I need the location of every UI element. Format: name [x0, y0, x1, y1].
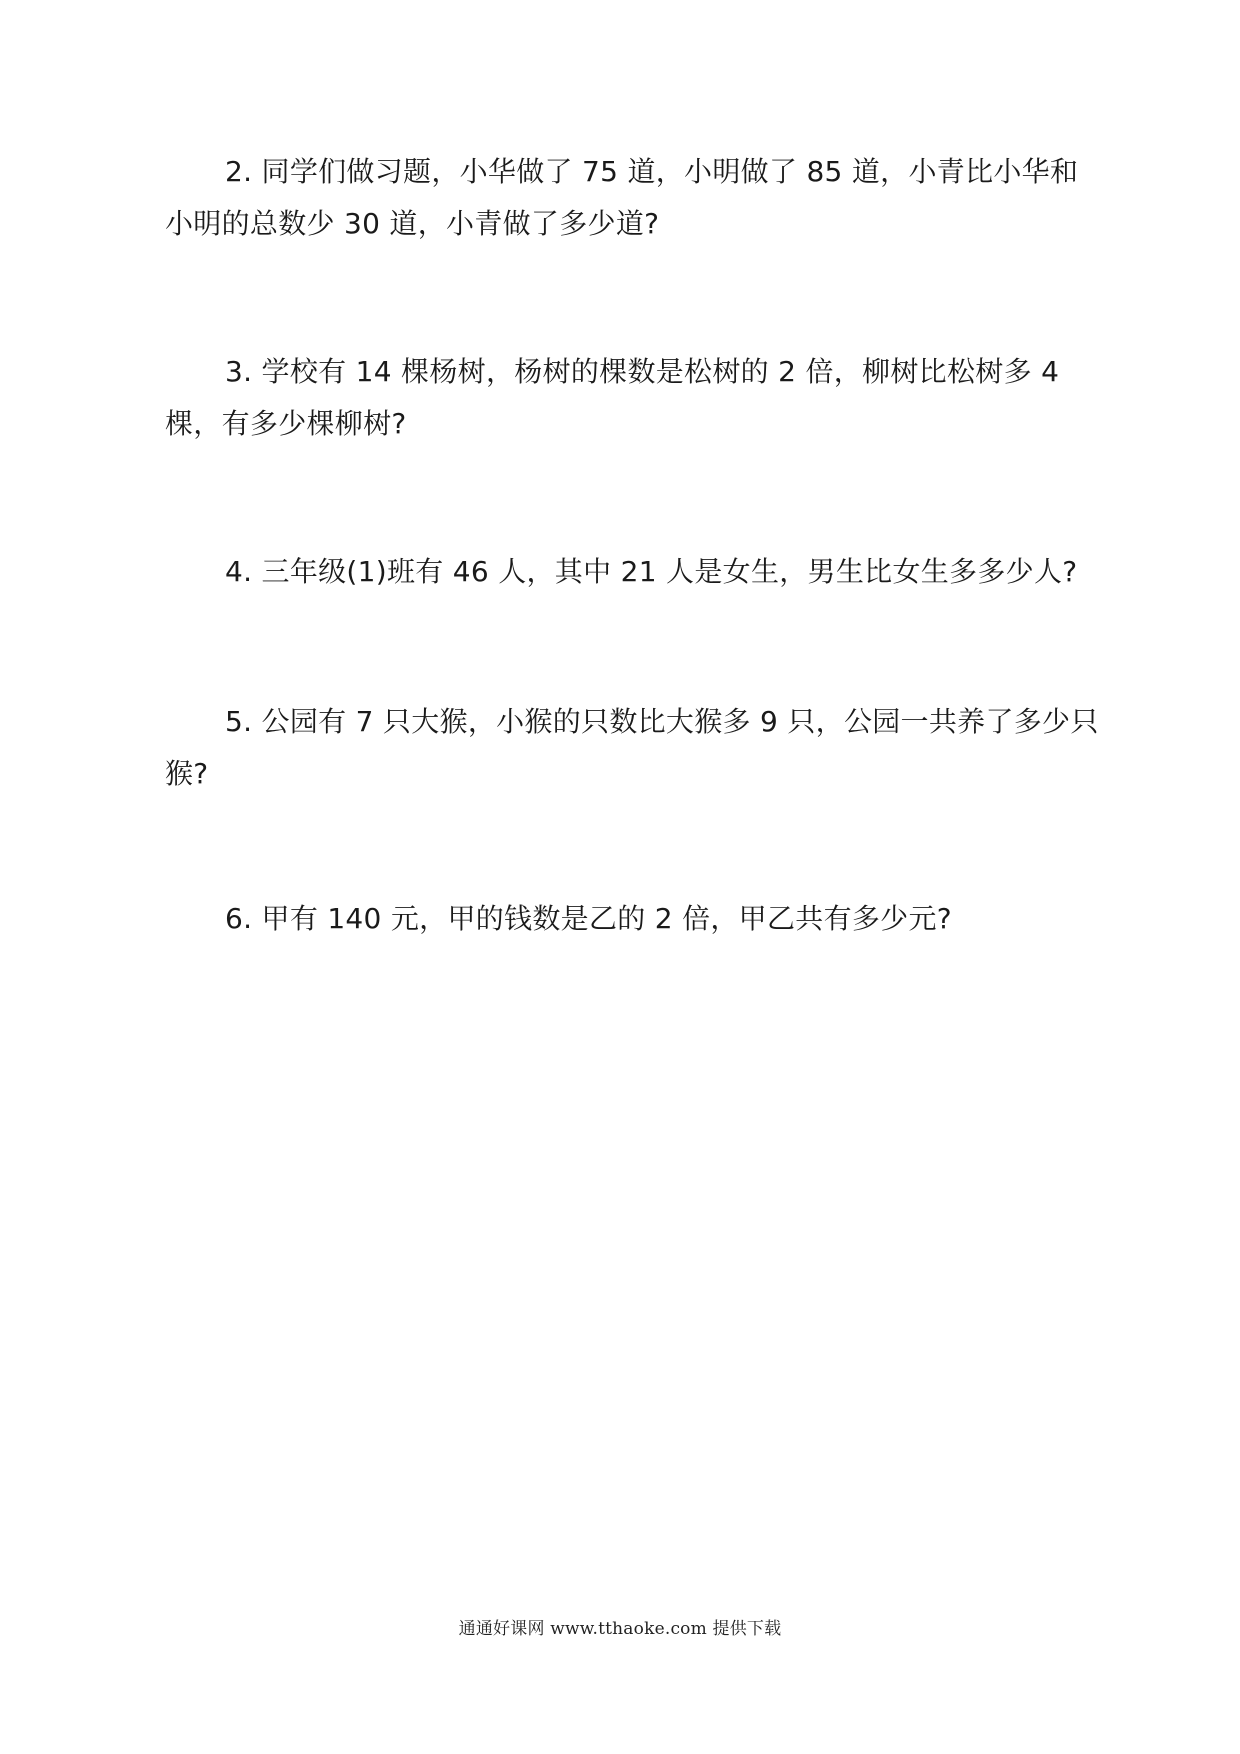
problem-4: 4. 三年级(1)班有 46 人，其中 21 人是女生，男生比女生多多少人? — [225, 555, 1078, 588]
problem-6: 6. 甲有 140 元，甲的钱数是乙的 2 倍，甲乙共有多少元? — [225, 902, 952, 935]
problem-3: 3. 学校有 14 棵杨树，杨树的棵数是松树的 2 倍，柳树比松树多 4 棵，有多少棵柳树? — [165, 355, 1060, 440]
problem-5: 5. 公园有 7 只大猴，小猴的只数比大猴多 9 只，公园一共养了多少只猴? — [165, 705, 1099, 790]
problem-2: 2. 同学们做习题，小华做了 75 道，小明做了 85 道，小青比小华和小明的总数少 30 道，小青做了多少道? — [165, 155, 1079, 240]
page-footer: 通通好课网 www.tthaoke.com 提供下载 — [458, 1619, 782, 1639]
